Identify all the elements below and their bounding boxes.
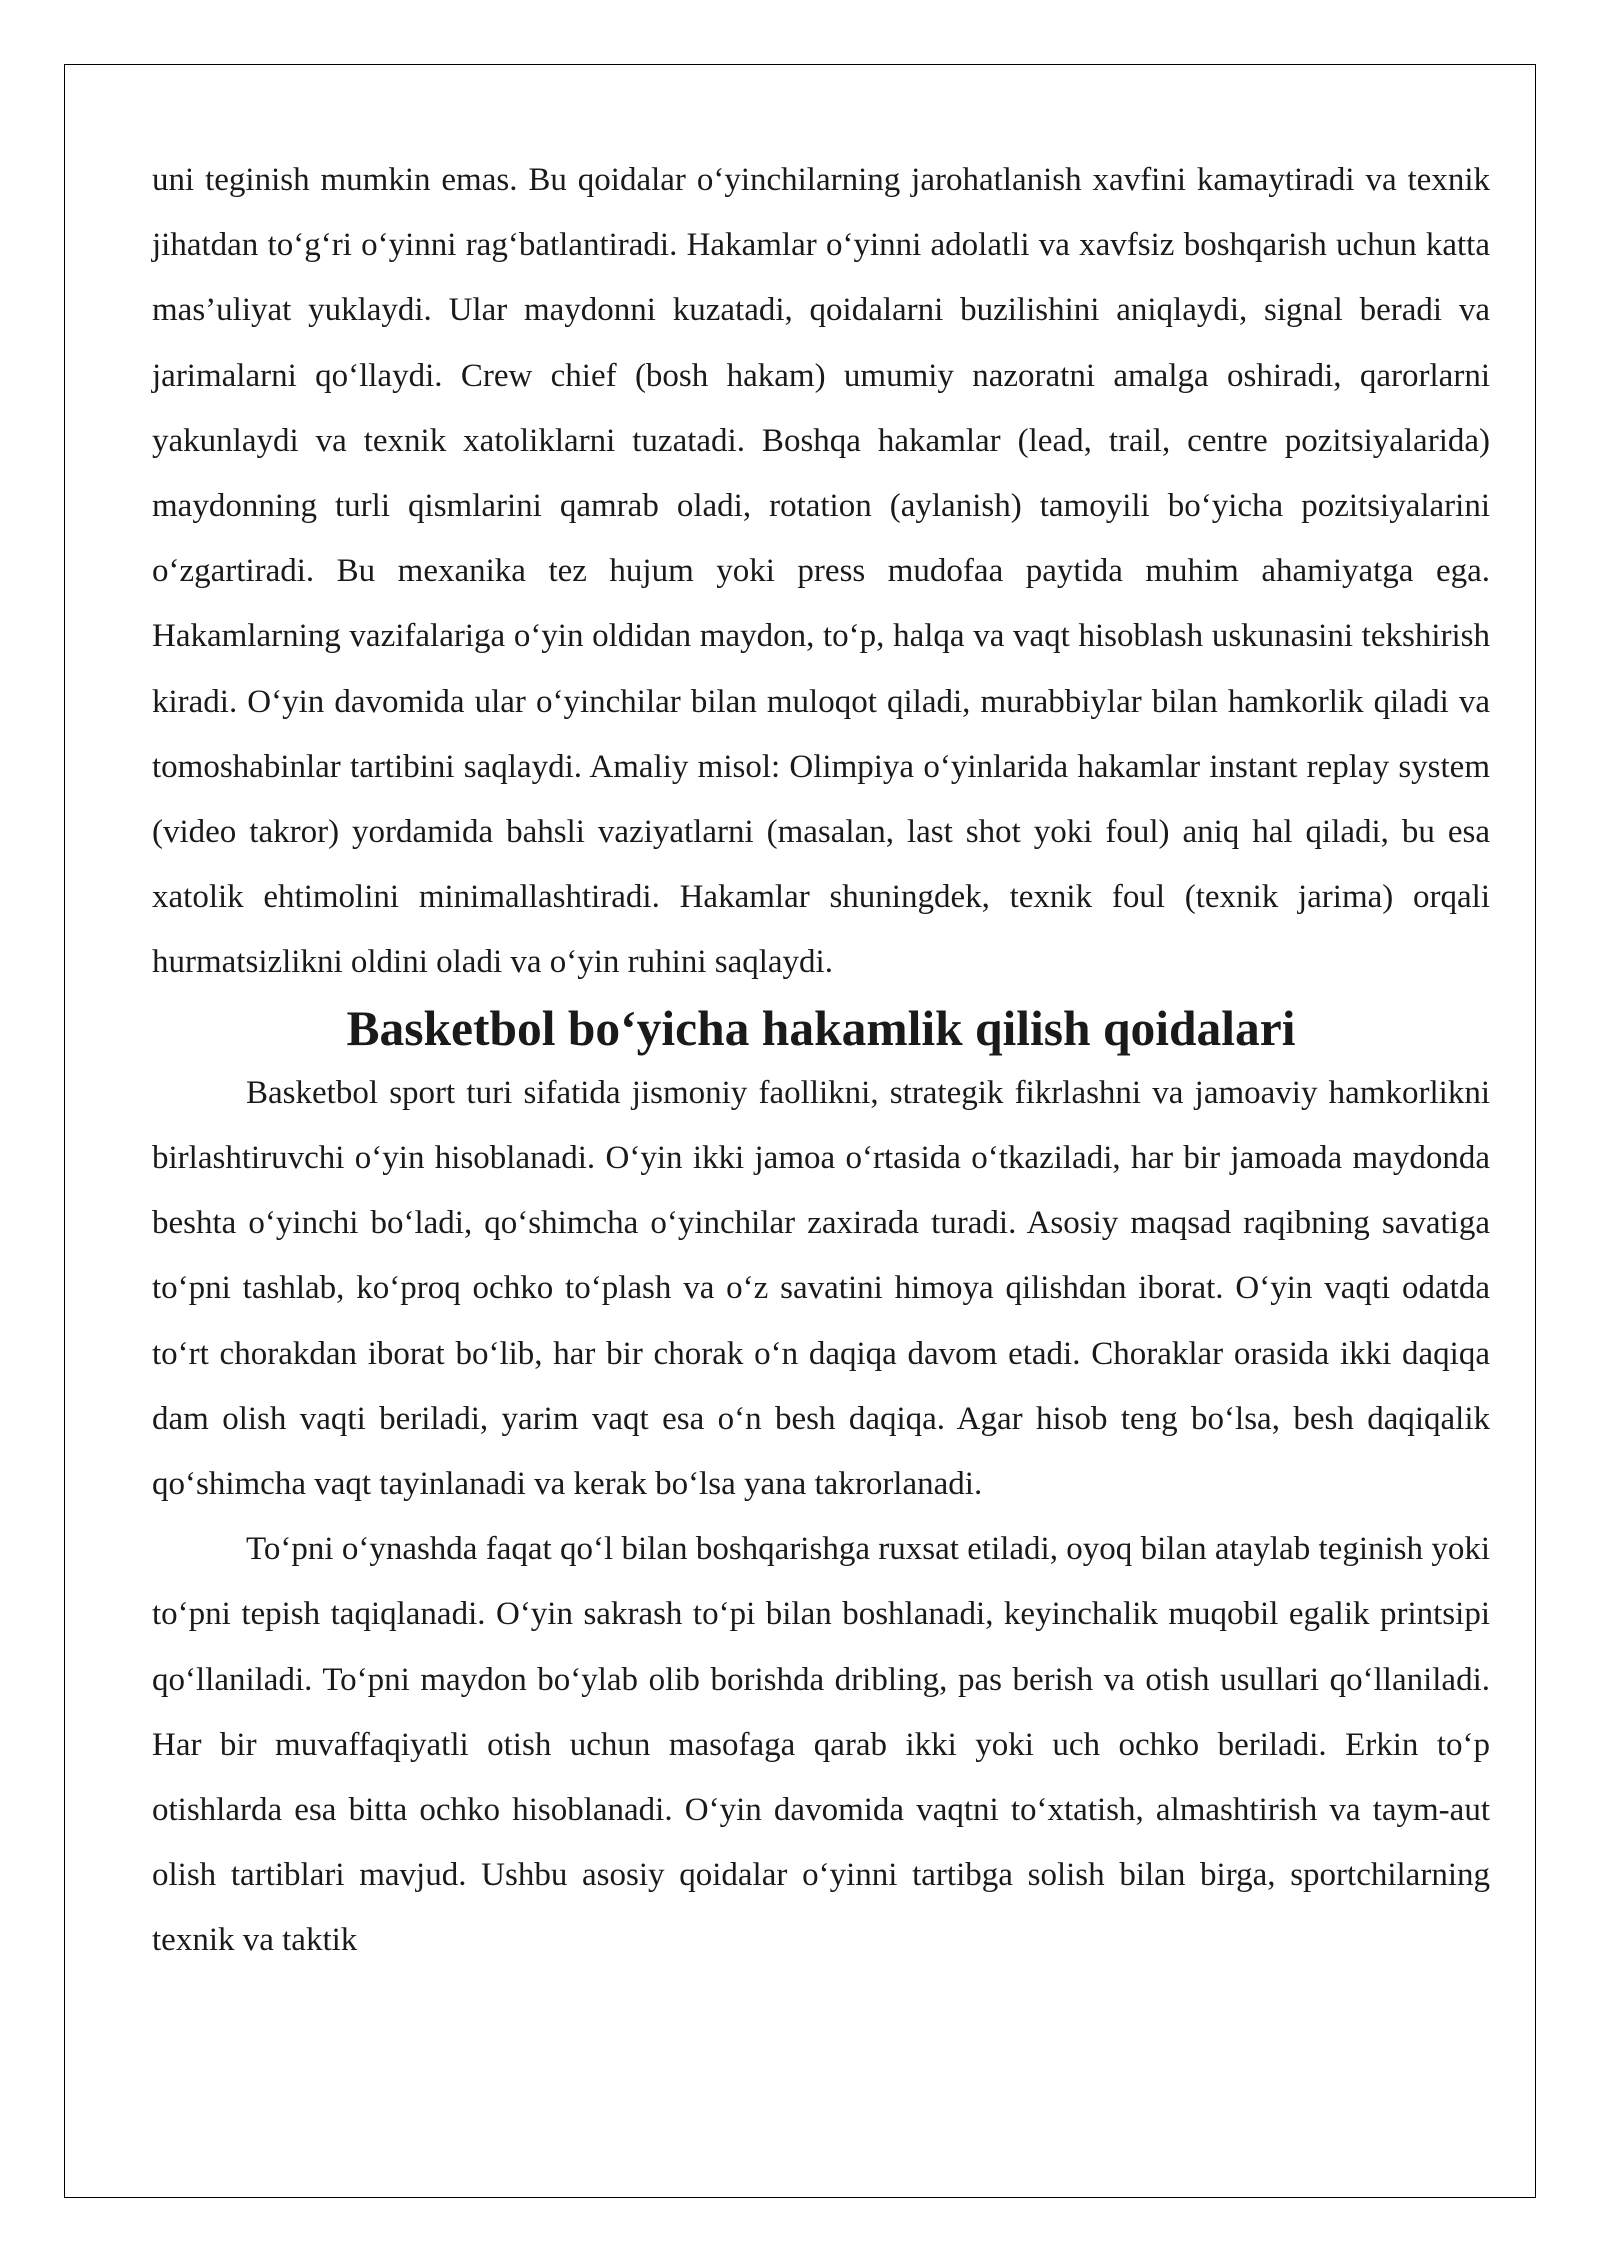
paragraph-continued: uni teginish mumkin emas. Bu qoidalar o‘yinchilarning jarohatlanish xavfini kamaytiradi va texnik jihatdan to‘g‘ri o‘yinni rag‘batlantiradi. Hakamlar o‘yinni adolatli va xavfsiz boshqarish uchun katta mas’uliyat yuklaydi. Ular maydonni kuzatadi, qoidalarni buzilishini aniqlaydi, signal beradi va jarimalarni qo‘llaydi. Crew chief (bosh hakam) umumiy nazoratni amalga oshiradi, qarorlarni yakunlaydi va texnik xatoliklarni tuzatadi. Boshqa hakamlar (lead, trail, centre pozitsiyalarida) maydonning turli qismlarini qamrab oladi, rotation (aylanish) tamoyili bo‘yicha pozitsiyalarini o‘zgartiradi. Bu mexanika tez hujum yoki press mudofaa paytida muhim ahamiyatga ega. Hakamlarning vazifalariga o‘yin oldidan maydon, to‘p, halqa va vaqt hisoblash uskunasini tekshirish kiradi. O‘yin davomida ular o‘yinchilar bilan muloqot qiladi, murabbiylar bilan hamkorlik qiladi va tomoshabinlar tartibini saqlaydi. Amaliy misol: Olimpiya o‘yinlarida hakamlar instant replay system (video takror) yordamida bahsli vaziyatlarni (masalan, last shot yoki foul) aniq hal qiladi, bu esa xatolik ehtimolini minimallashtiradi. Hakamlar shuningdek, texnik foul (texnik jarima) orqali hurmatsizlikni oldini oladi va o‘yin ruhini saqlaydi. <box>152 162 1490 981</box>
paragraph: Basketbol sport turi sifatida jismoniy faollikni, strategik fikrlashni va jamoaviy hamkorlikni birlashtiruvchi o‘yin hisoblanadi. O‘yin ikki jamoa o‘rtasida o‘tkaziladi, har bir jamoada maydonda beshta o‘yinchi bo‘ladi, qo‘shimcha o‘yinchilar zaxirada turadi. Asosiy maqsad raqibning savatiga to‘pni tashlab, ko‘proq ochko to‘plash va o‘z savatini himoya qilishdan iborat. O‘yin vaqti odatda to‘rt chorakdan iborat bo‘lib, har bir chorak o‘n daqiqa davom etadi. Choraklar orasida ikki daqiqa dam olish vaqti beriladi, yarim vaqt esa o‘n besh daqiqa. Agar hisob teng bo‘lsa, besh daqiqalik qo‘shimcha vaqt tayinlanadi va kerak bo‘lsa yana takrorlanadi. <box>152 1074 1490 1503</box>
document-body <box>152 148 1490 1974</box>
paragraph: To‘pni o‘ynashda faqat qo‘l bilan boshqarishga ruxsat etiladi, oyoq bilan ataylab teginish yoki to‘pni tepish taqiqlanadi. O‘yin sakrash to‘pi bilan boshlanadi, keyinchalik muqobil egalik printsipi qo‘llaniladi. To‘pni maydon bo‘ylab olib borishda dribling, pas berish va otish usullari qo‘llaniladi. Har bir muvaffaqiyatli otish uchun masofaga qarab ikki yoki uch ochko beriladi. Erkin to‘p otishlarda esa bitta ochko hisoblanadi. O‘yin davomida vaqtni to‘xtatish, almashtirish va taym-aut olish tartiblari mavjud. Ushbu asosiy qoidalar o‘yinni tartibga solish bilan birga, sportchilarning texnik va taktik <box>152 1531 1490 1959</box>
section-heading: Basketbol bo‘yicha hakamlik qilish qoidalari <box>346 1000 1296 1056</box>
